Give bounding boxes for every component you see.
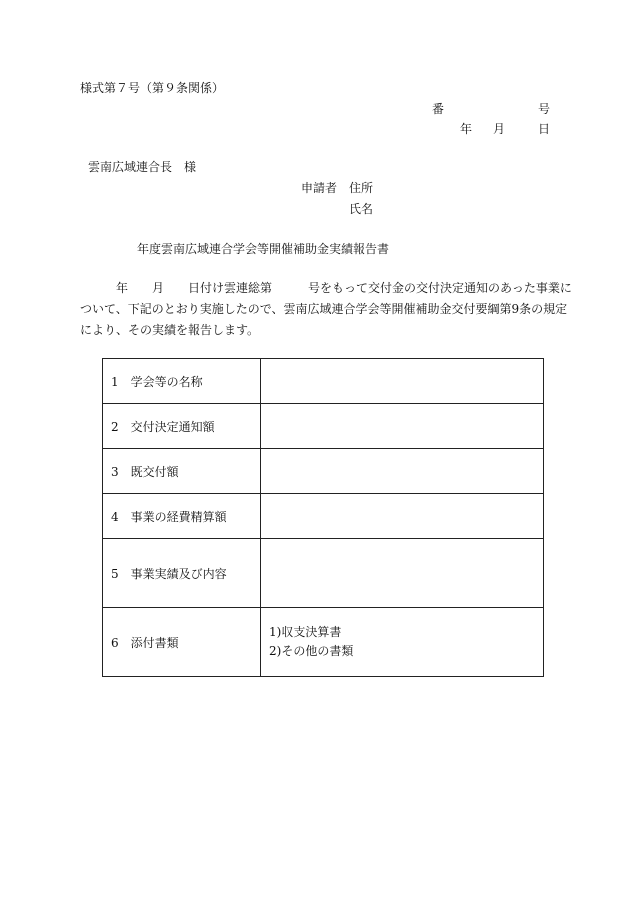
date-year: 年 — [460, 122, 473, 136]
table-row — [103, 359, 544, 404]
addressee: 雲南広域連合長 様 — [88, 160, 197, 174]
body-line: により、その実績を報告します。 — [80, 323, 260, 337]
row-value — [261, 539, 544, 608]
document-title: 年度雲南広域連合学会等開催補助金実績報告書 — [137, 242, 390, 256]
row-label: 1 学会等の名称 — [103, 359, 261, 404]
table-row — [103, 404, 544, 449]
row-value — [261, 359, 544, 404]
row-label: 5 事業実績及び内容 — [103, 539, 261, 608]
row-label: 2 交付決定通知額 — [103, 404, 261, 449]
date-month: 月 — [493, 122, 506, 136]
row-label: 4 事業の経費精算額 — [103, 494, 261, 539]
attachment-item: 1)収支決算書 — [269, 625, 342, 639]
date-day: 日 — [537, 122, 550, 136]
table-row — [103, 449, 544, 494]
applicant-role: 申請者 — [301, 181, 338, 195]
address-label: 住所 — [349, 181, 374, 195]
body-line: 年 月 日付け雲連総第 号をもって交付金の交付決定通知のあった事業に — [80, 281, 572, 295]
applicant-address-row — [301, 180, 373, 196]
name-label: 氏名 — [349, 202, 374, 216]
row-value — [261, 404, 544, 449]
row-label: 3 既交付額 — [103, 449, 261, 494]
table-row — [103, 608, 544, 677]
attachment-item: 2)その他の書類 — [269, 644, 354, 658]
table-row — [103, 494, 544, 539]
number-label: 番 — [432, 102, 445, 116]
report-table — [102, 358, 544, 677]
row-label: 6 添付書類 — [103, 608, 261, 677]
row-value — [261, 449, 544, 494]
body-paragraph — [80, 278, 572, 341]
body-line: ついて、下記のとおり実施したので、雲南広域連合学会等開催補助金交付要綱第9条の規定 — [80, 302, 568, 316]
table-row — [103, 539, 544, 608]
form-number: 様式第７号（第９条関係） — [80, 81, 225, 95]
attachments-cell — [261, 608, 544, 677]
row-value — [261, 494, 544, 539]
number-suffix: 号 — [537, 102, 550, 116]
